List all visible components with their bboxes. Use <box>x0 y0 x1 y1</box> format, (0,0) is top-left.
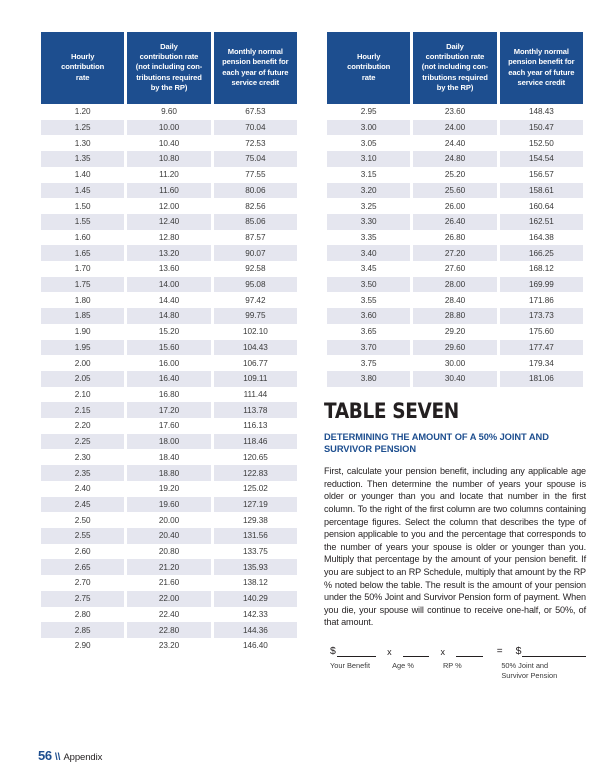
table-cell-col2: 23.20 <box>158 641 180 651</box>
table-row <box>327 104 583 120</box>
table-cell-col1: 2.80 <box>74 609 91 619</box>
table-header-right <box>327 32 583 104</box>
header-hourly-contribution-rate <box>327 32 410 104</box>
table-cell-col1: 3.45 <box>360 264 377 274</box>
table-cell-col3: 97.42 <box>245 295 266 305</box>
header-line: tributions required <box>136 72 202 82</box>
header-line: Daily <box>446 42 464 52</box>
table-cell-col3: 92.58 <box>245 264 266 274</box>
table-cell-col3: 125.02 <box>242 484 268 494</box>
table-cell-col1: 2.40 <box>74 484 91 494</box>
footer-section-label: Appendix <box>63 752 103 763</box>
table-cell-col3: 111.44 <box>243 390 268 399</box>
table-cell-col2: 19.20 <box>158 484 180 494</box>
table-cell-col2: 10.40 <box>158 138 180 148</box>
table-cell-col1: 3.15 <box>360 170 377 180</box>
table-row <box>41 481 297 497</box>
table-cell-col3: 158.61 <box>500 183 583 199</box>
header-line: contribution rate <box>139 52 199 62</box>
table-cell-col2: 18.40 <box>158 452 180 462</box>
table-cell-col3: 162.51 <box>500 214 583 230</box>
header-line: contribution <box>61 62 105 72</box>
table-cell-col3: 171.86 <box>528 295 554 305</box>
table-cell-col1: 2.25 <box>41 434 124 450</box>
header-line: rate <box>75 72 90 82</box>
table-cell-col1: 2.60 <box>74 547 91 557</box>
table-cell-col3: 104.43 <box>214 340 297 356</box>
dollar-sign-benefit: $ <box>330 644 336 657</box>
table-cell-col3: 75.04 <box>214 151 297 167</box>
table-cell-col3: 82.56 <box>245 201 266 211</box>
table-cell-col3: 156.57 <box>528 170 554 180</box>
header-line: service credit <box>231 77 280 87</box>
header-line: pension benefit for <box>222 57 289 67</box>
header-line: contribution <box>347 62 391 72</box>
table-cell-col1: 3.65 <box>360 327 377 337</box>
table-cell-col3: 122.83 <box>214 465 297 481</box>
table-row <box>327 371 583 387</box>
table-cell-col3: 152.50 <box>528 138 554 148</box>
table-row <box>41 449 297 465</box>
table-cell-col2: 12.00 <box>158 201 180 211</box>
header-line: (not including con- <box>421 62 489 72</box>
table-cell-col3: 102.10 <box>242 327 268 337</box>
table-cell-col1: 2.90 <box>74 641 91 651</box>
table-cell-col3: 175.60 <box>528 327 554 337</box>
label-joint-survivor-pension <box>501 661 586 680</box>
table-cell-col1: 1.80 <box>74 295 91 305</box>
table-row <box>41 277 297 293</box>
table-cell-col2: 13.60 <box>158 264 180 274</box>
table-cell-col3: 85.06 <box>214 214 297 230</box>
table-cell-col3: 138.12 <box>242 578 268 588</box>
header-line: tributions required <box>422 72 488 82</box>
table-cell-col3: 77.55 <box>245 170 266 180</box>
header-line: by the RP) <box>150 82 188 92</box>
table-cell-col2: 21.20 <box>127 559 210 575</box>
table-cell-col1: 3.30 <box>327 214 410 230</box>
contribution-rate-table-right <box>324 32 586 387</box>
table-cell-col2: 14.40 <box>158 295 180 305</box>
table-cell-col3: 173.73 <box>500 308 583 324</box>
table-cell-col3: 140.29 <box>214 591 297 607</box>
table-cell-col3: 106.77 <box>242 358 268 368</box>
table-cell-col2: 14.80 <box>127 308 210 324</box>
table-row <box>41 324 297 340</box>
table-cell-col3: 148.43 <box>528 107 554 117</box>
page-footer <box>38 748 102 763</box>
table-cell-col1: 1.35 <box>41 151 124 167</box>
table-cell-col2: 25.20 <box>444 170 466 180</box>
formula-inputs-row <box>330 645 586 657</box>
right-column <box>324 32 586 680</box>
table-cell-col3: 160.64 <box>528 201 554 211</box>
table-cell-col1: 3.60 <box>327 308 410 324</box>
header-line: (not including con- <box>135 62 203 72</box>
header-row <box>327 32 583 104</box>
table-cell-col2: 20.80 <box>158 547 180 557</box>
table-row <box>41 245 297 261</box>
table-row <box>41 340 297 356</box>
multiply-operator-1: x <box>387 646 392 657</box>
header-line: Monthly normal <box>227 47 283 57</box>
table-cell-col3: 142.33 <box>242 609 268 619</box>
table-cell-col3: 90.07 <box>214 245 297 261</box>
table-cell-col2: 26.40 <box>413 214 496 230</box>
table-cell-col3: 109.11 <box>214 371 297 387</box>
header-line: contribution rate <box>425 52 485 62</box>
table-cell-col3: 177.47 <box>500 340 583 356</box>
table-cell-col1: 2.35 <box>41 465 124 481</box>
table-cell-col1: 2.65 <box>41 559 124 575</box>
table-row <box>327 355 583 371</box>
table-cell-col2: 17.60 <box>158 421 180 431</box>
table-row <box>41 230 297 246</box>
table-cell-col1: 1.90 <box>74 327 91 337</box>
table-row <box>41 167 297 183</box>
section-subtitle: DETERMINING THE AMOUNT OF A 50% JOINT AND SURVIVOR PENSION <box>324 431 549 454</box>
table-row <box>41 183 297 199</box>
table-cell-col3: 179.34 <box>528 358 554 368</box>
table-row <box>41 638 297 654</box>
table-cell-col3: 181.06 <box>500 371 583 387</box>
table-cell-col1: 1.70 <box>74 264 91 274</box>
table-row <box>41 512 297 528</box>
table-row <box>327 277 583 293</box>
table-row <box>41 387 297 403</box>
table-cell-col3: 87.57 <box>245 232 266 242</box>
table-cell-col1: 1.40 <box>74 170 91 180</box>
table-cell-col2: 22.80 <box>127 622 210 638</box>
table-cell-col1: 1.20 <box>74 107 91 117</box>
result-input-blank[interactable] <box>522 647 586 657</box>
header-line: each year of future <box>222 67 289 77</box>
table-cell-col3: 95.08 <box>214 277 297 293</box>
table-cell-col3: 118.46 <box>214 434 297 450</box>
table-cell-col3: 146.40 <box>242 641 268 651</box>
table-cell-col1: 3.80 <box>327 371 410 387</box>
table-cell-col1: 3.70 <box>327 340 410 356</box>
table-cell-col2: 28.40 <box>444 295 466 305</box>
table-cell-col2: 30.00 <box>444 358 466 368</box>
table-cell-col2: 28.00 <box>413 277 496 293</box>
table-row <box>41 434 297 450</box>
table-row <box>41 607 297 623</box>
table-cell-col1: 1.95 <box>41 340 124 356</box>
table-cell-col1: 2.75 <box>41 591 124 607</box>
table-cell-col2: 29.20 <box>444 327 466 337</box>
table-cell-col1: 3.25 <box>360 201 377 211</box>
table-cell-col1: 3.00 <box>327 120 410 136</box>
table-cell-col1: 1.50 <box>74 201 91 211</box>
table-row <box>41 292 297 308</box>
header-line: by the RP) <box>436 82 474 92</box>
table-cell-col1: 2.20 <box>74 421 91 431</box>
table-cell-col2: 12.80 <box>158 232 180 242</box>
table-cell-col2: 20.40 <box>127 528 210 544</box>
table-cell-col3: 168.12 <box>528 264 554 274</box>
table-cell-col1: 3.10 <box>327 151 410 167</box>
table-cell-col1: 1.25 <box>41 120 124 136</box>
header-line: Daily <box>160 42 178 52</box>
table-cell-col2: 22.40 <box>158 609 180 619</box>
table-cell-col2: 22.00 <box>127 591 210 607</box>
section-title: TABLE SEVEN <box>324 398 459 423</box>
header-line: Monthly normal <box>513 47 569 57</box>
table-row <box>41 135 297 151</box>
table-cell-col3: 80.06 <box>214 183 297 199</box>
table-cell-col2: 28.80 <box>413 308 496 324</box>
table-cell-col3: 129.38 <box>242 515 268 525</box>
header-monthly-pension-benefit <box>214 32 297 104</box>
age-percent-input-blank[interactable] <box>403 647 430 657</box>
table-cell-col2: 11.60 <box>127 183 210 199</box>
header-daily-contribution-rate <box>413 32 496 104</box>
footer-page-number: 56 <box>38 748 52 763</box>
table-row <box>41 622 297 638</box>
header-line: Hourly <box>70 52 95 62</box>
table-cell-col2: 9.60 <box>161 107 177 117</box>
table-cell-col2: 27.20 <box>413 245 496 261</box>
table-cell-col3: 113.78 <box>214 402 297 418</box>
header-line: pension benefit for <box>508 57 575 67</box>
table-cell-col2: 26.80 <box>444 232 466 242</box>
header-monthly-pension-benefit <box>500 32 583 104</box>
table-cell-col1: 2.45 <box>41 497 124 513</box>
label-age-percent: Age % <box>392 660 414 670</box>
multiply-operator-2: x <box>440 646 445 657</box>
table-cell-col3: 135.93 <box>214 559 297 575</box>
table-row <box>41 402 297 418</box>
table-row <box>41 497 297 513</box>
table-cell-col1: 2.05 <box>41 371 124 387</box>
table-row <box>41 544 297 560</box>
table-row <box>41 559 297 575</box>
table-cell-col1: 3.75 <box>360 358 377 368</box>
table-cell-col2: 30.40 <box>413 371 496 387</box>
table-cell-col1: 3.05 <box>360 138 377 148</box>
table-cell-col1: 2.10 <box>74 390 91 399</box>
table-row <box>327 340 583 356</box>
contribution-rate-table-left <box>38 32 300 654</box>
table-cell-col2: 24.00 <box>413 120 496 136</box>
table-cell-col2: 15.60 <box>127 340 210 356</box>
table-cell-col2: 15.20 <box>158 327 180 337</box>
table-row <box>41 418 297 434</box>
table-cell-col2: 16.00 <box>158 358 180 368</box>
table-row <box>41 355 297 371</box>
table-cell-col3: 164.38 <box>528 232 554 242</box>
table-cell-col1: 2.15 <box>41 402 124 418</box>
table-cell-col1: 1.85 <box>41 308 124 324</box>
table-cell-col2: 18.80 <box>127 465 210 481</box>
table-cell-col2: 23.60 <box>444 107 466 117</box>
table-cell-col1: 1.75 <box>41 277 124 293</box>
header-hourly-contribution-rate <box>41 32 124 104</box>
table-cell-col1: 2.70 <box>74 578 91 588</box>
table-cell-col2: 10.80 <box>127 151 210 167</box>
label-result-line2: Survivor Pension <box>501 670 558 680</box>
table-row <box>41 261 297 277</box>
table-cell-col3: 150.47 <box>500 120 583 136</box>
table-cell-col2: 14.00 <box>127 277 210 293</box>
table-cell-col3: 99.75 <box>214 308 297 324</box>
table-cell-col3: 70.04 <box>214 120 297 136</box>
table-cell-col1: 2.85 <box>41 622 124 638</box>
table-cell-col2: 11.20 <box>159 170 179 180</box>
formula-labels-row <box>330 661 586 680</box>
table-cell-col1: 3.55 <box>360 295 377 305</box>
table-cell-col1: 1.55 <box>41 214 124 230</box>
table-cell-col3: 169.99 <box>500 277 583 293</box>
table-cell-col2: 18.00 <box>127 434 210 450</box>
table-row <box>327 324 583 340</box>
table-cell-col1: 2.95 <box>360 107 377 117</box>
header-row <box>41 32 297 104</box>
table-cell-col3: 131.56 <box>214 528 297 544</box>
table-row <box>327 198 583 214</box>
table-cell-col3: 154.54 <box>500 151 583 167</box>
table-body-left <box>41 104 297 654</box>
table-cell-col2: 13.20 <box>127 245 210 261</box>
table-cell-col1: 1.65 <box>41 245 124 261</box>
footer-separator: \\ <box>54 752 61 763</box>
table-cell-col3: 116.13 <box>243 421 268 431</box>
table-cell-col2: 20.00 <box>158 515 180 525</box>
table-row <box>327 183 583 199</box>
label-rp-percent: RP % <box>442 660 462 670</box>
table-cell-col3: 144.36 <box>214 622 297 638</box>
table-cell-col2: 12.40 <box>127 214 210 230</box>
table-cell-col2: 16.80 <box>158 390 180 399</box>
table-row <box>41 120 297 136</box>
table-row <box>327 261 583 277</box>
table-row <box>41 575 297 591</box>
table-row <box>41 591 297 607</box>
table-cell-col2: 10.00 <box>127 120 210 136</box>
section-body-text: First, calculate your pension benefit, including any applicable age reduction. Then determine the number of years your spouse is older or younger than you and locate that number in the first column. To the right of the first column are two columns containing percentage figures. Select the column that describes the type of pension applicable to you and the percentage that corresponds to the number of years your spouse is older or younger than you. Multiply that percentage by the amount of your pension benefit. If you are subject to an RP Schedule, multiply that amount by the RP % noted below the table. The result is the amount of your pension under the 50% Joint and Survivor Pension form of payment. When you die, your spouse will continue to receive one-half, or 50%, of that amount. <box>324 466 586 628</box>
table-cell-col1: 3.35 <box>360 232 377 242</box>
table-cell-col2: 24.80 <box>413 151 496 167</box>
rp-percent-input-blank[interactable] <box>456 647 483 657</box>
table-row <box>327 214 583 230</box>
table-cell-col3: 72.53 <box>245 138 266 148</box>
table-cell-col1: 3.50 <box>327 277 410 293</box>
label-result-line1: 50% Joint and <box>501 660 549 670</box>
header-line: service credit <box>517 77 566 87</box>
table-row <box>327 120 583 136</box>
table-cell-col1: 1.30 <box>74 138 91 148</box>
header-line: rate <box>361 72 376 82</box>
table-cell-col1: 2.00 <box>74 358 91 368</box>
table-header-left <box>41 32 297 104</box>
table-row <box>41 528 297 544</box>
table-cell-col2: 17.20 <box>127 402 210 418</box>
table-cell-col1: 2.50 <box>74 515 91 525</box>
your-benefit-input-blank[interactable] <box>337 647 376 657</box>
table-row <box>41 465 297 481</box>
table-cell-col1: 2.55 <box>41 528 124 544</box>
label-your-benefit: Your Benefit <box>330 660 370 670</box>
table-row <box>41 151 297 167</box>
table-cell-col2: 24.40 <box>444 138 466 148</box>
table-cell-col3: 127.19 <box>214 497 297 513</box>
table-cell-col3: 133.75 <box>242 547 268 557</box>
table-row <box>327 167 583 183</box>
table-row <box>41 371 297 387</box>
table-cell-col2: 19.60 <box>127 497 210 513</box>
table-cell-col2: 29.60 <box>413 340 496 356</box>
left-column <box>38 32 300 680</box>
table-cell-col1: 3.20 <box>327 183 410 199</box>
header-daily-contribution-rate <box>127 32 210 104</box>
table-row <box>41 104 297 120</box>
table-row <box>41 214 297 230</box>
table-cell-col2: 21.60 <box>158 578 180 588</box>
table-cell-col2: 26.00 <box>444 201 466 211</box>
header-line: Hourly <box>356 52 381 62</box>
table-cell-col1: 1.45 <box>41 183 124 199</box>
table-cell-col3: 120.65 <box>242 452 268 462</box>
table-cell-col2: 16.40 <box>127 371 210 387</box>
table-body-right <box>327 104 583 387</box>
table-cell-col1: 1.60 <box>74 232 91 242</box>
table-cell-col2: 25.60 <box>413 183 496 199</box>
table-cell-col1: 2.30 <box>74 452 91 462</box>
table-row <box>41 198 297 214</box>
dollar-sign-result: $ <box>515 644 522 657</box>
table-row <box>327 245 583 261</box>
header-line: each year of future <box>508 67 575 77</box>
table-cell-col1: 3.40 <box>327 245 410 261</box>
table-row <box>327 308 583 324</box>
table-row <box>327 151 583 167</box>
table-seven-section <box>324 398 586 681</box>
table-row <box>327 230 583 246</box>
table-row <box>327 135 583 151</box>
equals-operator: = <box>496 645 503 657</box>
table-row <box>327 292 583 308</box>
pension-formula <box>324 645 586 680</box>
table-cell-col3: 67.53 <box>245 107 266 117</box>
table-row <box>41 308 297 324</box>
table-cell-col3: 166.25 <box>500 245 583 261</box>
table-cell-col2: 27.60 <box>444 264 466 274</box>
